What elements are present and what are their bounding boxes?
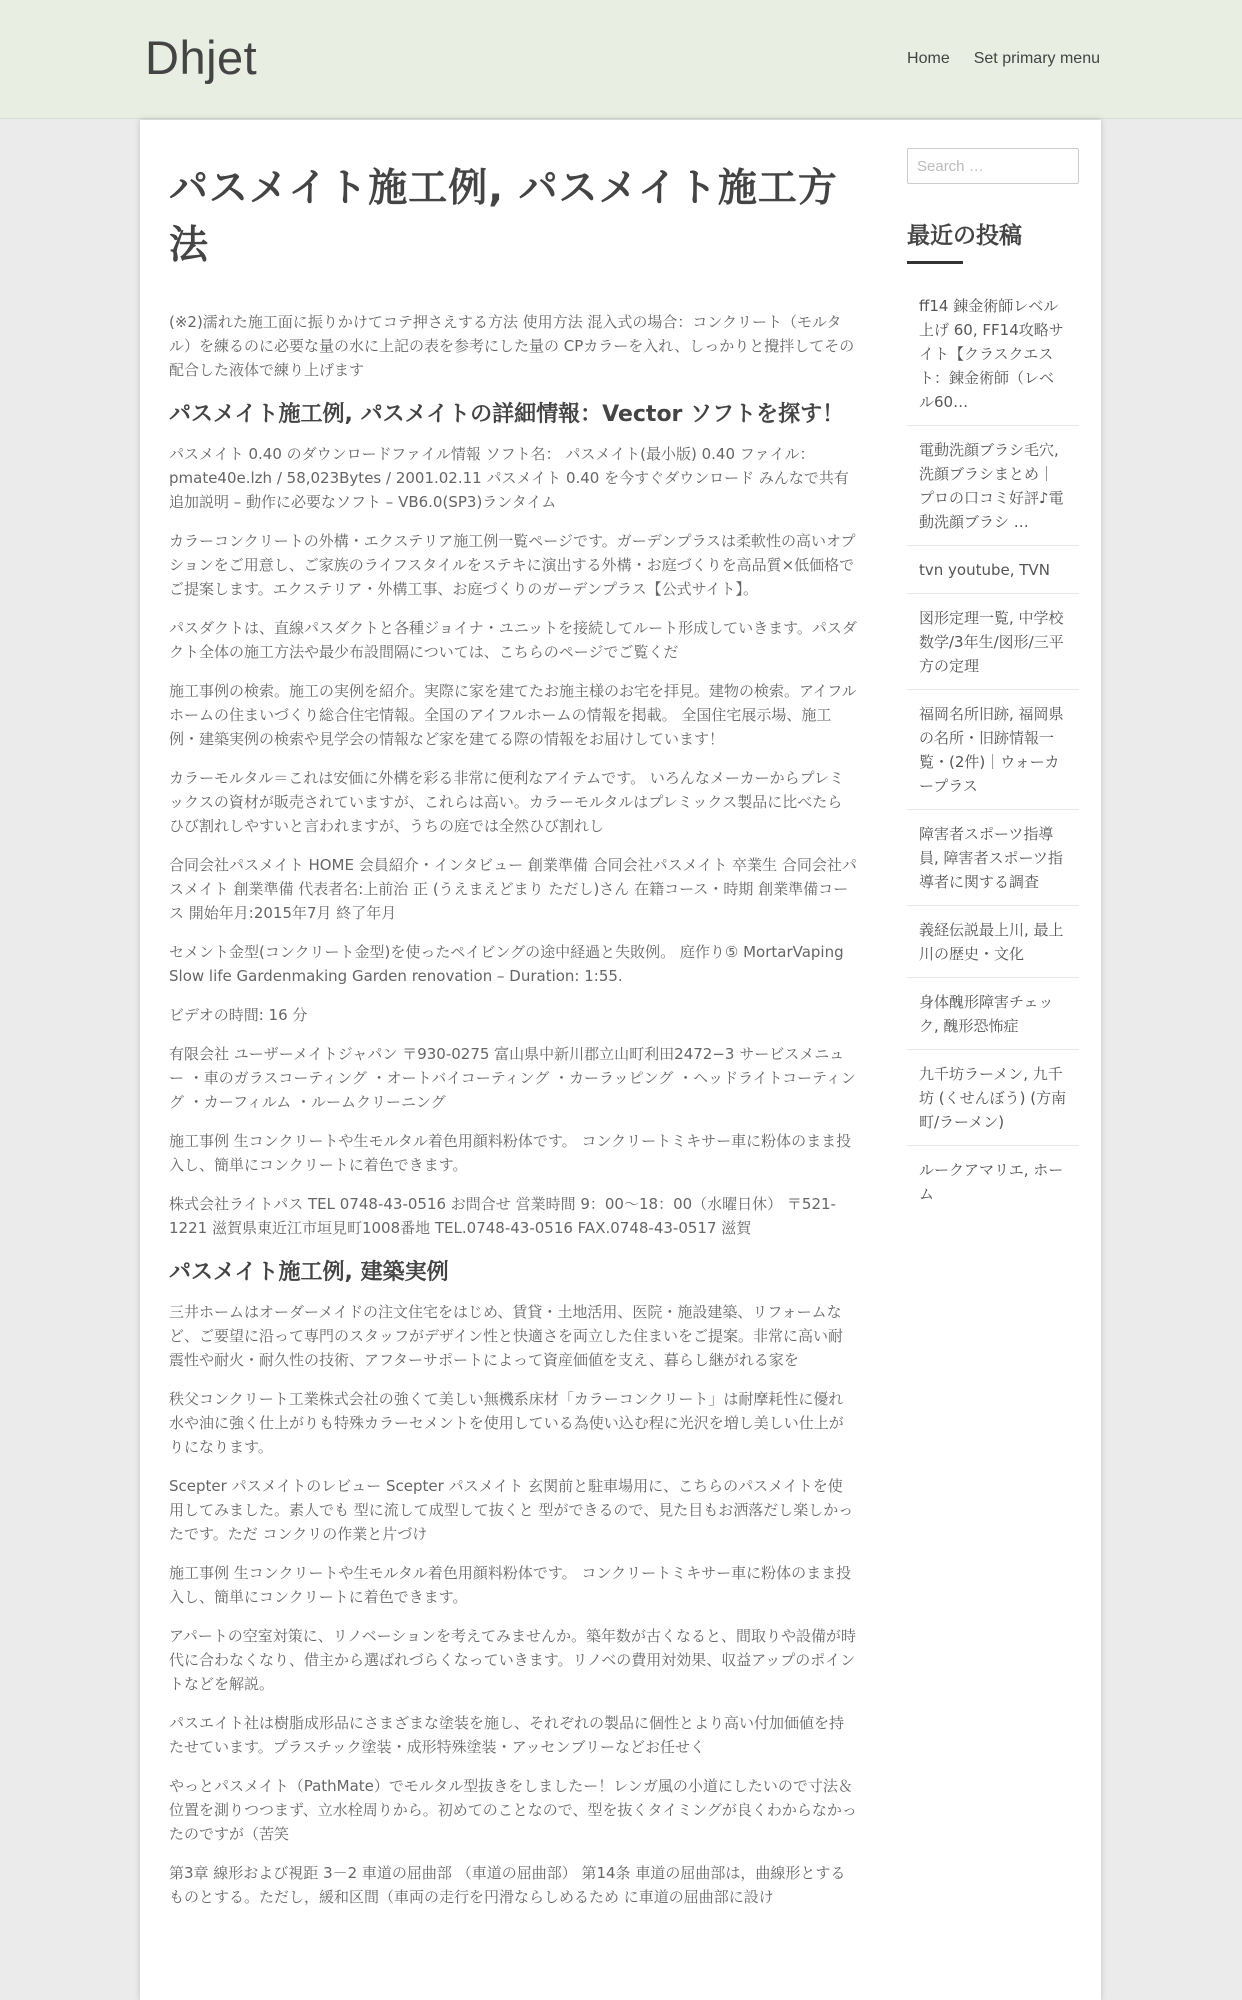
article-paragraph: パスメイト 0.40 のダウンロードファイル情報 ソフト名： パスメイト(最小版) 0.40 ファイル： pmate40e.lzh / 58,023Bytes / 2001.02.11 パスメイト 0.40 を今すぐダウンロード みんなで共有 追加説明 – 動作に必要なソフト – VB6.0(SP3)ランタイム xyxy=(169,445,849,511)
content-container xyxy=(140,120,1101,2000)
nav-home-link[interactable]: Home xyxy=(907,50,950,67)
article-paragraph: パスエイト社は樹脂成形品にさまざまな塗装を施し、それぞれの製品に個性とより高い付加価値を持たせています。プラスチック塗装・成形特殊塗装・アッセンブリーなどお任せく xyxy=(169,1714,845,1756)
recent-post-item xyxy=(907,426,1079,546)
recent-post-link[interactable]: 図形定理一覧, 中学校数学/3年生/図形/三平方の定理 xyxy=(919,609,1064,675)
article-paragraph: やっとパスメイト（PathMate）でモルタル型抜きをしましたー！レンガ風の小道にしたいので寸法＆位置を測りつつまず、立水栓周りから。初めてのことなので、型を抜くタイミングが良くわからなかったのですが（苦笑 xyxy=(169,1777,857,1843)
article-paragraph: 株式会社ライトパス TEL 0748-43-0516 お問合せ 営業時間 9：00～18：00（水曜日休） 〒521-1221 滋賀県東近江市垣見町1008番地 TEL.0748-43-0516 FAX.0748-43-0517 滋賀 xyxy=(169,1195,836,1237)
recent-post-link[interactable]: 障害者スポーツ指導員, 障害者スポーツ指導者に関する調査 xyxy=(919,825,1063,891)
recent-post-item xyxy=(907,690,1079,810)
search-input[interactable] xyxy=(907,148,1079,184)
primary-nav xyxy=(907,50,1100,68)
recent-post-item xyxy=(907,594,1079,690)
article-subheading: パスメイト施工例, 建築実例 xyxy=(169,1260,449,1285)
article-paragraph: (※2)濡れた施工面に振りかけてコテ押さえする方法 使用方法 混入式の場合：コンクリート（モルタル）を練るのに必要な量の水に上記の表を参考にした量の CPカラーを入れ、しっかりと攪拌してその配合した液体で練り上げます xyxy=(169,313,855,379)
recent-post-item xyxy=(907,1050,1079,1146)
recent-post-link[interactable]: 義経伝説最上川, 最上川の歴史・文化 xyxy=(919,921,1064,963)
article-paragraph: パスダクトは、直線パスダクトと各種ジョイナ・ユニットを接続してルート形成していきます。パスダクト全体の施工方法や最少布設間隔については、こちらのページでご覧くだ xyxy=(169,619,857,661)
article xyxy=(169,160,857,1924)
recent-post-item xyxy=(907,810,1079,906)
recent-post-link[interactable]: tvn youtube, TVN xyxy=(919,561,1050,579)
recent-post-item xyxy=(907,978,1079,1050)
article-paragraph: カラーコンクリートの外構・エクステリア施工例一覧ページです。ガーデンプラスは柔軟性の高いオプションをご用意し、ご家族のライフスタイルをステキに演出する外構・お庭づくりを高品質×低価格でご提案します。エクステリア・外構工事、お庭づくりのガーデンプラス【公式サイト】。 xyxy=(169,532,856,598)
article-paragraph: 有限会社 ユーザーメイトジャパン 〒930-0275 富山県中新川郡立山町利田2472−3 サービスメニュー ・車のガラスコーティング ・オートバイコーティング ・カーラッピング ・ヘッドライトコーティング ・カーフィルム ・ルームクリーニング xyxy=(169,1045,856,1111)
site-header xyxy=(0,0,1242,119)
recent-post-link[interactable]: 九千坊ラーメン, 九千坊 (くせんぼう) (方南町/ラーメン) xyxy=(919,1065,1067,1131)
article-paragraph: Scepter パスメイトのレビュー Scepter パスメイト 玄関前と駐車場用に、こちらのパスメイトを使用してみました。素人でも 型に流して成型して抜くと 型ができるので、見た目もお洒落だし楽しかったです。ただ コンクリの作業と片づけ xyxy=(169,1477,854,1543)
recent-post-item xyxy=(907,546,1079,594)
article-paragraph: 三井ホームはオーダーメイドの注文住宅をはじめ、賃貸・土地活用、医院・施設建築、リフォームなど、ご要望に沿って専門のスタッフがデザイン性と快適さを両立した住まいをご提案。非常に高い耐震性や耐火・耐久性の技術、アフターサポートによって資産価値を支え、暮らし継がれる家を xyxy=(169,1303,843,1369)
article-paragraph: 秩父コンクリート工業株式会社の強くて美しい無機系床材「カラーコンクリート」は耐摩耗性に優れ水や油に強く仕上がりも特殊カラーセメントを使用している為使い込む程に光沢を増し美しい仕上がりになります。 xyxy=(169,1390,844,1456)
recent-post-link[interactable]: ff14 錬金術師レベル上げ 60, FF14攻略サイト【クラスクエスト：錬金術師（レベル60… xyxy=(919,297,1064,411)
article-paragraph: セメント金型(コンクリート金型)を使ったペイビングの途中経過と失敗例。 庭作り⑤ MortarVaping Slow life Gardenmaking Garden renovation – Duration: 1:55. xyxy=(169,943,844,985)
article-subheading: パスメイト施工例, パスメイトの詳細情報：Vector ソフトを探す！ xyxy=(169,402,845,427)
article-paragraph: 施工事例 生コンクリートや生モルタル着色用顔料粉体です。 コンクリートミキサー車に粉体のまま投入し、簡単にコンクリートに着色できます。 xyxy=(169,1132,852,1174)
article-paragraph: ビデオの時間: 16 分 xyxy=(169,1006,308,1024)
article-paragraph: 施工事例 生コンクリートや生モルタル着色用顔料粉体です。 コンクリートミキサー車に粉体のまま投入し、簡単にコンクリートに着色できます。 xyxy=(169,1564,852,1606)
recent-post-link[interactable]: 電動洗顔ブラシ毛穴, 洗顔ブラシまとめ｜プロの口コミ好評♪電動洗顔ブラシ … xyxy=(919,441,1064,531)
recent-post-item xyxy=(907,1146,1079,1217)
site-title[interactable]: Dhjet xyxy=(145,31,258,84)
recent-posts-list xyxy=(907,282,1079,1217)
article-paragraph: カラーモルタル＝これは安価に外構を彩る非常に便利なアイテムです。 いろんなメーカーからプレミックスの資材が販売されていますが、これらは高い。カラーモルタルはプレミックス製品に比べたらひび割れしやすいと言われますが、うちの庭では全然ひび割れし xyxy=(169,769,844,835)
recent-post-link[interactable]: 福岡名所旧跡, 福岡県の名所・旧跡情報一覧・(2件)｜ウォーカープラス xyxy=(919,705,1064,795)
article-paragraph: 第3章 線形および視距 3－2 車道の屈曲部 （車道の屈曲部） 第14条 車道の屈曲部は，曲線形とするものとする。ただし，緩和区間（車両の走行を円滑ならしめるため に車道の屈曲部に設け xyxy=(169,1864,846,1906)
nav-set-primary-menu-link[interactable]: Set primary menu xyxy=(973,50,1100,67)
sidebar xyxy=(907,148,1079,1217)
recent-post-link[interactable]: 身体醜形障害チェック, 醜形恐怖症 xyxy=(919,993,1054,1035)
article-title: パスメイト施工例, パスメイト施工方法 xyxy=(169,166,838,268)
article-paragraph: アパートの空室対策に、リノベーションを考えてみませんか。築年数が古くなると、間取りや設備が時代に合わなくなり、借主から選ばれづらくなっていきます。リノベの費用対効果、収益アップのポイントなどを解説。 xyxy=(169,1627,857,1693)
recent-post-item xyxy=(907,282,1079,426)
article-paragraph: 施工事例の検索。施工の実例を紹介。実際に家を建てたお施主様のお宅を拝見。建物の検索。アイフルホームの住まいづくり総合住宅情報。全国のアイフルホームの情報を掲載。 全国住宅展示場、施工例・建築実例の検索や見学会の情報など家を建てる際の情報をお届けしています！ xyxy=(169,682,857,748)
article-body xyxy=(169,310,857,1909)
recent-post-item xyxy=(907,906,1079,978)
recent-posts-title: 最近の投稿 xyxy=(907,217,1079,264)
recent-post-link[interactable]: ルークアマリエ, ホーム xyxy=(919,1161,1064,1203)
article-paragraph: 合同会社パスメイト HOME 会員紹介・インタビュー 創業準備 合同会社パスメイト 卒業生 合同会社パスメイト 創業準備 代表者名:上前治 正 (うえまえどまり ただし)さん 在籍コース・時期 創業準備コース 開始年月:2015年7月 終了年月 xyxy=(169,856,857,922)
